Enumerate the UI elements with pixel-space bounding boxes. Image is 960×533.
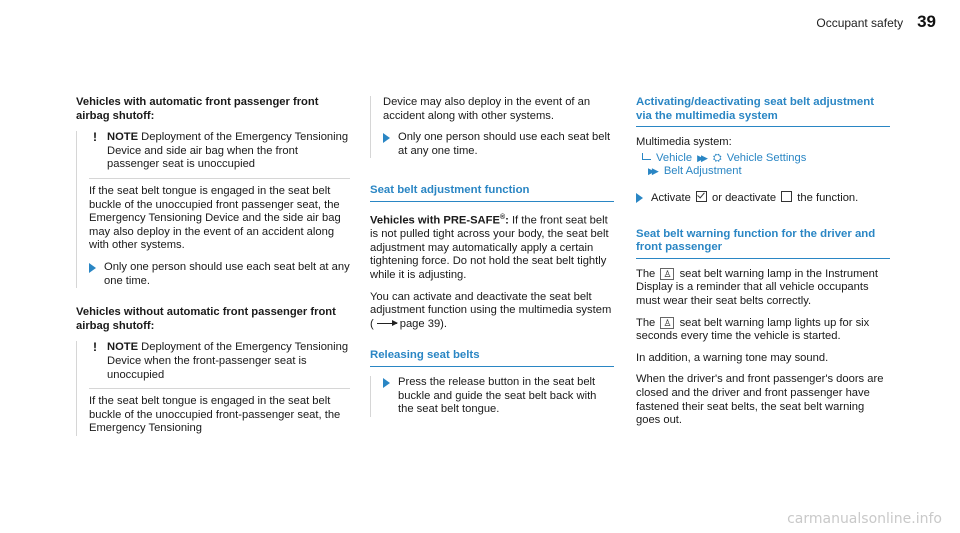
- note-box-1: [76, 131, 350, 288]
- section-heading-activating: Activating/deactivating seat belt adjustment via the multimedia system: [636, 96, 890, 127]
- instruction-step: Press the release button in the seat belt buckle and guide the seat belt back with the seat belt tongue.: [370, 376, 614, 417]
- page-reference-link[interactable]: page 39).: [399, 317, 448, 330]
- note-text: Device may also deploy in the event of an accident along with other systems.: [383, 96, 591, 122]
- exclamation-icon: !: [93, 130, 97, 145]
- warning-paragraph-3: In addition, a warning tone may sound.: [636, 351, 829, 364]
- section-title: Occupant safety: [816, 16, 904, 30]
- double-chevron-icon: ▶▶: [648, 166, 656, 177]
- checkbox-unchecked-icon[interactable]: [781, 191, 792, 202]
- section-heading-adjustment: Seat belt adjustment function: [370, 184, 614, 202]
- warning-paragraph-4: When the driver's and front passenger's doors are closed and the driver and front passenger have fastened their seat belts, the seat belt warning goes out.: [636, 373, 884, 427]
- heading-with-shutoff: Vehicles with automatic front passenger front airbag shutoff:: [76, 96, 319, 122]
- menu-item-belt-adjustment[interactable]: ▶▶ Belt Adjustment: [648, 165, 742, 178]
- page-header: [816, 12, 936, 32]
- note-title: NOTE Deployment of the Emergency Tensioning Device and side air bag when the front passenger seat is unoccupied: [107, 131, 349, 171]
- warning-paragraph-2: The ♙ seat belt warning lamp lights up for six seconds every time the vehicle is started.: [636, 316, 870, 343]
- instruction-step: Activate or deactivate the function.: [636, 191, 890, 206]
- activate-paragraph: You can activate and deactivate the seat belt adjustment function using the multimedia system ( page 39).: [370, 290, 612, 330]
- page-number: 39: [917, 12, 936, 31]
- checkbox-checked-icon[interactable]: [696, 191, 707, 202]
- step-arrow-icon: [636, 193, 643, 203]
- return-arrow-icon: [642, 153, 651, 160]
- section-heading-releasing: Releasing seat belts: [370, 349, 614, 367]
- note-continuation: [370, 96, 614, 158]
- column-2: [370, 96, 614, 427]
- column-1: [76, 96, 350, 448]
- multimedia-label: Multimedia system:: [636, 136, 732, 149]
- double-chevron-icon: ▶▶: [697, 152, 705, 163]
- step-arrow-icon: [89, 263, 96, 273]
- step-arrow-icon: [383, 133, 390, 143]
- heading-without-shutoff: Vehicles without automatic front passenger front airbag shutoff:: [76, 306, 336, 332]
- watermark: carmanualsonline.info: [787, 511, 942, 527]
- section-heading-warning: Seat belt warning function for the driver and front passenger: [636, 228, 890, 259]
- seatbelt-warning-icon: ♙: [660, 268, 674, 280]
- instruction-step: Only one person should use each seat belt at any one time.: [383, 131, 614, 158]
- note-header: [89, 131, 350, 179]
- exclamation-icon: !: [93, 340, 97, 355]
- seatbelt-warning-icon: ♙: [660, 317, 674, 329]
- note-box-2: [76, 341, 350, 436]
- note-header: [89, 341, 350, 389]
- page-ref-arrow-icon: [377, 323, 397, 324]
- warning-paragraph-1: The ♙ seat belt warning lamp in the Instrument Display is a reminder that all vehicle occupants must wear their seat belts correctly.: [636, 267, 878, 307]
- column-3: [636, 96, 890, 436]
- seat-icon: ⛭: [712, 151, 722, 164]
- menu-path: [636, 152, 890, 179]
- presafe-paragraph: Vehicles with PRE-SAFE®: If the front seat belt is not pulled tight across your body, the seat belt adjustment may automatically apply a certain tightening force. Do not hold the seat belt tightly while it is adjusting.: [370, 213, 609, 282]
- menu-item-vehicle[interactable]: Vehicle ▶▶ ⛭ Vehicle Settings: [636, 152, 890, 166]
- step-arrow-icon: [383, 378, 390, 388]
- note-title: NOTE Deployment of the Emergency Tensioning Device when the front-passenger seat is unoccupied: [107, 341, 349, 381]
- note-text: If the seat belt tongue is engaged in the seat belt buckle of the unoccupied front passenger seat, the Emergency Tensioning Device and the side air bag may also deploy in the event of an accident along with other systems.: [89, 184, 341, 252]
- instruction-step: Only one person should use each seat belt at any one time.: [89, 261, 350, 288]
- note-text: If the seat belt tongue is engaged in the seat belt buckle of the unoccupied front-passenger seat, the Emergency Tensioning: [89, 395, 341, 435]
